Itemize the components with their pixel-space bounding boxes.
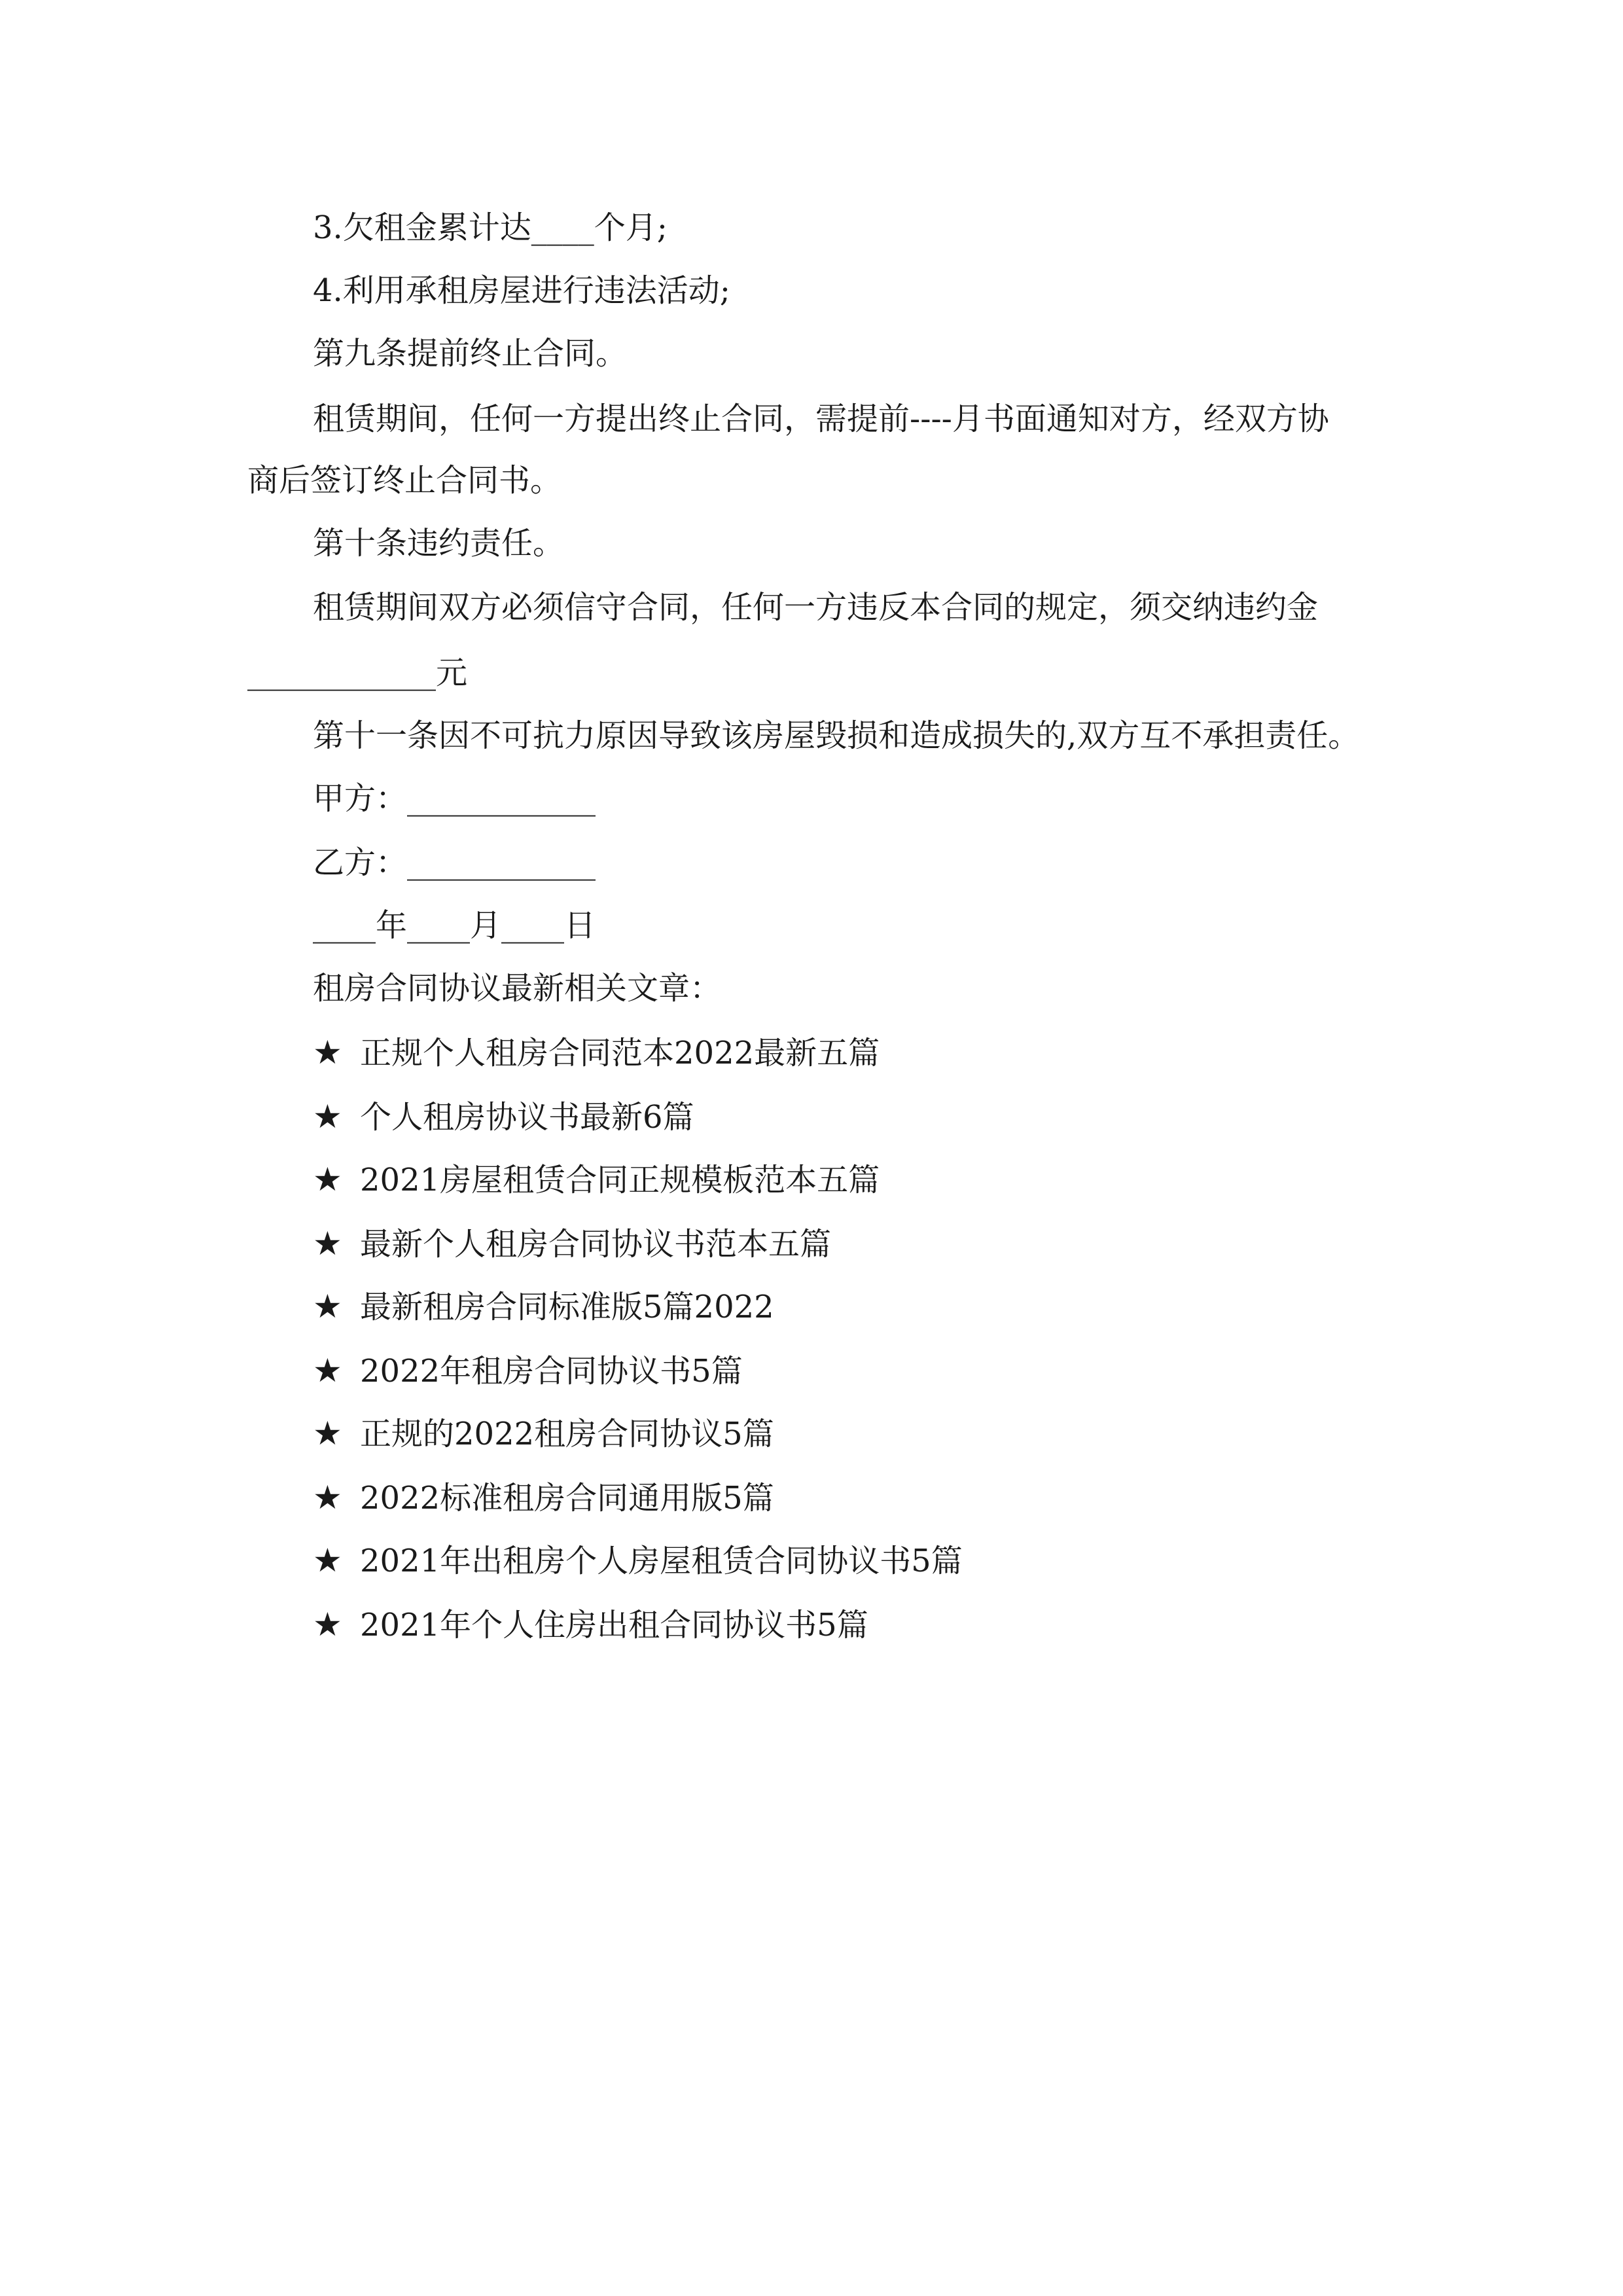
related-article-title: 正规的2022租房合同协议5篇 xyxy=(360,1416,774,1452)
related-article-title: 正规个人租房合同范本2022最新五篇 xyxy=(360,1035,880,1071)
article-9-text-line-2: 商后签订终止合同书。 xyxy=(247,462,562,499)
related-article-title: 2021年出租房个人房屋租赁合同协议书5篇 xyxy=(360,1543,963,1579)
article-10-text-line-2: ____________元 xyxy=(247,655,468,691)
article-9-text-line-1: 租赁期间，任何一方提出终止合同，需提前----月书面通知对方，经双方协 xyxy=(313,401,1329,437)
star-icon: ★ xyxy=(313,1098,342,1136)
related-article-link[interactable] xyxy=(313,1414,774,1454)
related-article-link[interactable] xyxy=(313,1224,831,1264)
related-article-title: 2022标准租房合同通用版5篇 xyxy=(360,1480,774,1516)
star-icon: ★ xyxy=(313,1541,342,1579)
star-icon: ★ xyxy=(313,1479,342,1516)
related-article-link[interactable] xyxy=(313,1033,880,1073)
related-article-link[interactable] xyxy=(313,1097,694,1137)
related-article-title: 个人租房协议书最新6篇 xyxy=(360,1099,694,1136)
related-article-link[interactable] xyxy=(313,1160,880,1200)
related-article-link[interactable] xyxy=(313,1605,868,1645)
related-article-title: 最新租房合同标准版5篇2022 xyxy=(360,1289,774,1325)
related-article-link[interactable] xyxy=(313,1351,743,1391)
clause-item-3: 3.欠租金累计达____个月; xyxy=(313,209,668,246)
article-10-text-line-1: 租赁期间双方必须信守合同，任何一方违反本合同的规定，须交纳违约金 xyxy=(313,589,1319,626)
related-articles-heading: 租房合同协议最新相关文章： xyxy=(313,970,722,1007)
clause-item-4: 4.利用承租房屋进行违法活动; xyxy=(313,272,730,309)
party-b-signature-line: 乙方：____________ xyxy=(313,844,596,881)
star-icon: ★ xyxy=(313,1605,342,1643)
article-11-text: 第十一条因不可抗力原因导致该房屋毁损和造成损失的,双方互不承担责任。 xyxy=(313,717,1360,754)
related-article-title: 2021房屋租赁合同正规模板范本五篇 xyxy=(360,1162,880,1198)
party-a-signature-line: 甲方：____________ xyxy=(313,780,596,817)
related-article-link[interactable] xyxy=(313,1478,774,1518)
related-article-link[interactable] xyxy=(313,1287,774,1327)
star-icon: ★ xyxy=(313,1352,342,1390)
star-icon: ★ xyxy=(313,1033,342,1071)
article-9-title: 第九条提前终止合同。 xyxy=(313,335,628,372)
star-icon: ★ xyxy=(313,1225,342,1263)
date-line: ____年____月____日 xyxy=(313,907,596,944)
article-10-title: 第十条违约责任。 xyxy=(313,525,565,562)
related-article-title: 2021年个人住房出租合同协议书5篇 xyxy=(360,1607,868,1643)
related-article-title: 最新个人租房合同协议书范本五篇 xyxy=(360,1226,832,1263)
star-icon: ★ xyxy=(313,1414,342,1452)
star-icon: ★ xyxy=(313,1160,342,1198)
related-article-title: 2022年租房合同协议书5篇 xyxy=(360,1353,743,1390)
related-article-link[interactable] xyxy=(313,1541,963,1581)
star-icon: ★ xyxy=(313,1287,342,1325)
